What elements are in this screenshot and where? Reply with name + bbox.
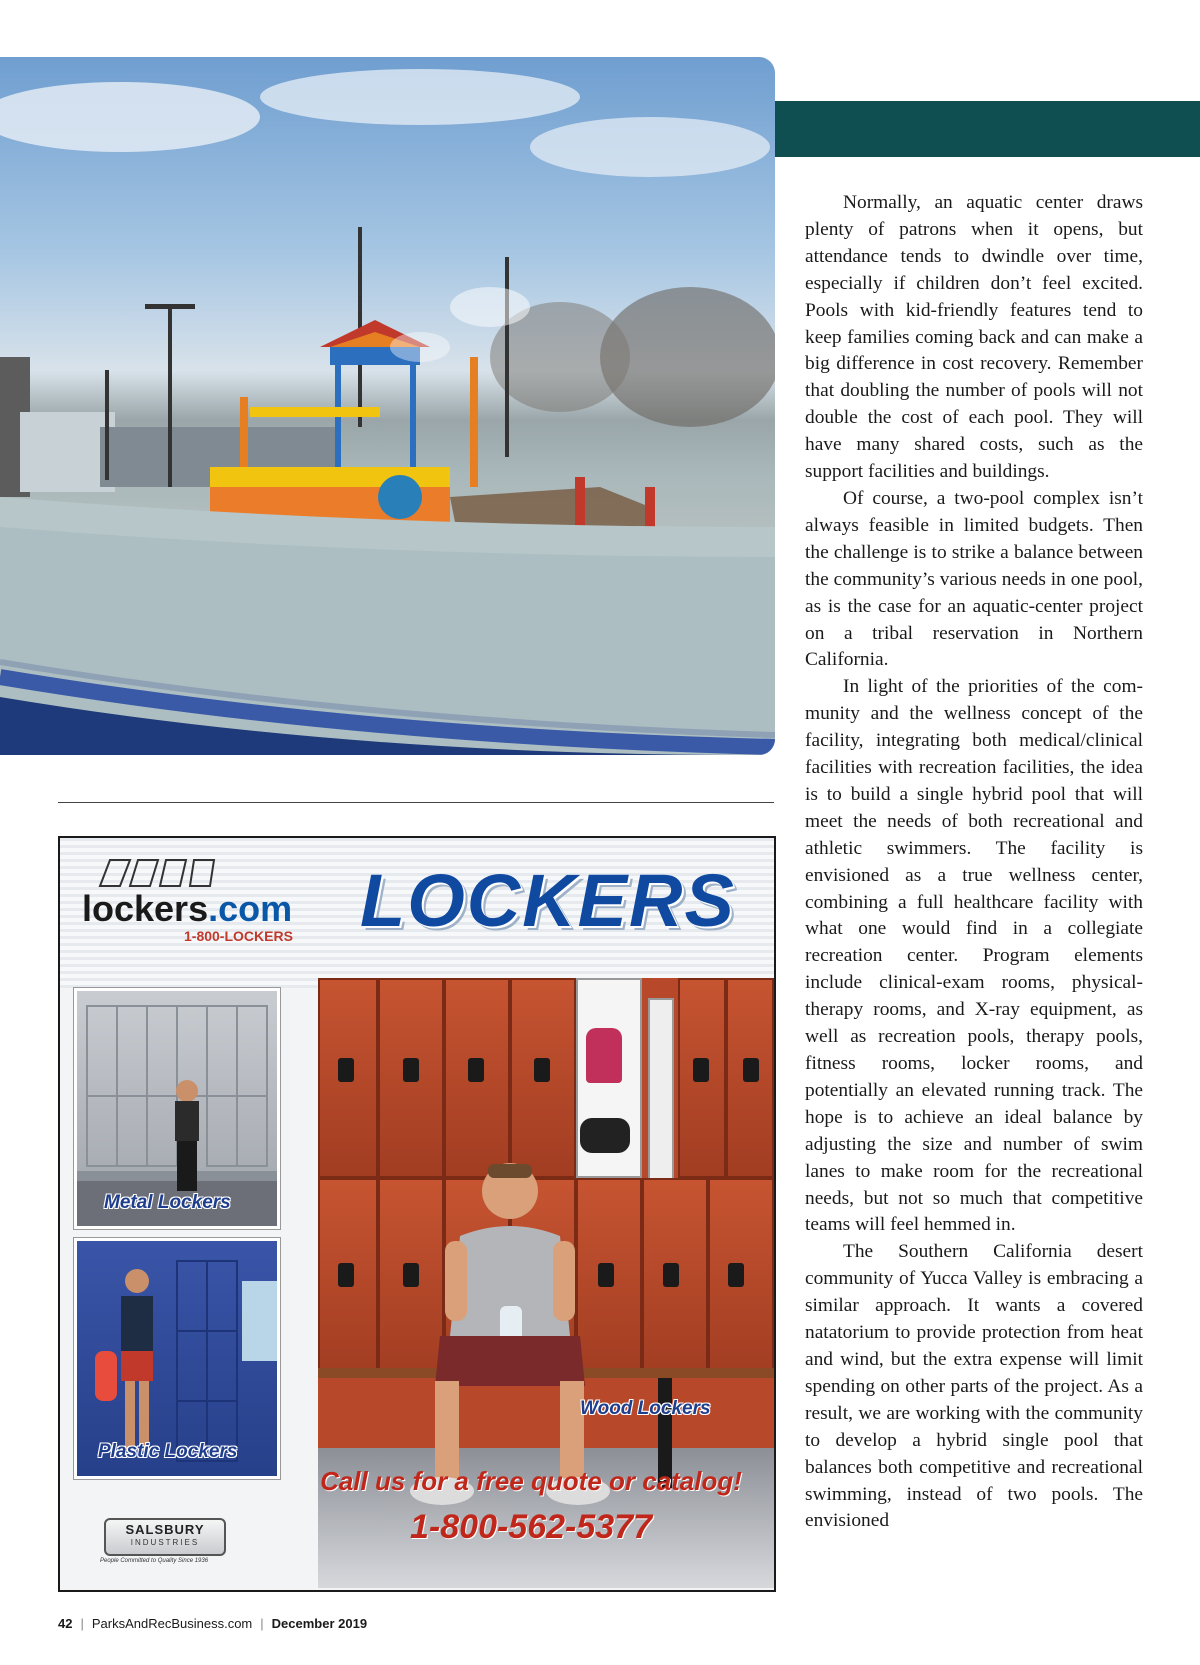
- section-header-bar: [775, 101, 1200, 157]
- lock-icon: [663, 1263, 679, 1287]
- footer-date: December 2019: [271, 1616, 368, 1631]
- seated-man-figure: [400, 1156, 620, 1516]
- gym-bag-icon: [586, 1028, 622, 1083]
- article-paragraph: The Southern California desert community of Yucca Valley is embracing a similar approach. It wants a covered natatorium to provide protection from heat and wind, but the extra expense will limit spending on other parts of the project. As a result, we are working with the community to develop a hybrid single pool that balances both competitive and recreational swimming, instead of two pools. The envisioned: [805, 1241, 1143, 1532]
- lock-icon: [468, 1058, 484, 1082]
- plastic-lockers-label: Plastic Lockers: [98, 1441, 238, 1462]
- lock-icon: [728, 1263, 744, 1287]
- lockers-logo-icon: [90, 858, 220, 888]
- article-paragraph: Of course, a two-pool complex isn’t always feasible in limited budgets. Then the challenge is to strike a balance between the community’s various needs in one pool, as is the case for an aquatic-center project on a tribal reservation in Northern California.: [805, 487, 1143, 671]
- lock-icon: [338, 1263, 354, 1287]
- wood-lockers-label: Wood Lockers: [580, 1398, 711, 1419]
- footer-site: ParksAndRecBusiness.com: [91, 1616, 253, 1631]
- article-paragraph: Normally, an aquatic center draws plenty of patrons when it opens, but attendance tends to dwindle over time, especially if children don’t feel excited. Pools with kid-friendly features tend to keep families coming back and can make a big difference in cost recovery. Remember that doubling the number of pools will not double the cost of each pool. They will have many shared costs, such as the support facilities and buildings.: [805, 192, 1143, 483]
- open-locker-door: [648, 998, 674, 1198]
- page-number: 42: [58, 1616, 73, 1631]
- lockers-logo-phone: 1-800-LOCKERS: [184, 928, 293, 944]
- lock-icon: [338, 1058, 354, 1082]
- lockers-logo: lockers.com: [82, 888, 293, 929]
- ad-title: LOCKERS: [360, 859, 736, 942]
- lock-icon: [403, 1058, 419, 1082]
- duffel-bag-icon: [580, 1118, 630, 1153]
- salsbury-logo: [104, 1518, 226, 1556]
- metal-lockers-label: Metal Lockers: [104, 1192, 231, 1213]
- article-paragraph: In light of the priorities of the community and the wellness concept of the facility, integrating both medical/clinical facilities with recreation facilities, the idea is to build a single hybrid pool that will meet the needs of both recreational and athletic swimmers. The facility is envisioned as a true wellness center, combining a full healthcare facility with what one would find in a collegiate recreation center. Program elements include clinical-exam rooms, physical-therapy rooms, and X-ray equipment, as well as recreation pools, therapy pools, fitness rooms, locker rooms, and potentially an elevated running track. The hope is to achieve an ideal balance by adjusting the size and number of swim lanes to make room for the recreational needs, but not so much that competitive teams will feel hemmed in.: [805, 676, 1143, 1236]
- ad-call-to-action: Call us for a free quote or catalog!: [320, 1466, 742, 1496]
- ad-phone-number: 1-800-562-5377: [410, 1508, 652, 1546]
- divider-rule: [58, 802, 774, 803]
- salsbury-brand: SALSBURY: [125, 1522, 205, 1537]
- salsbury-brand-sub: INDUSTRIES: [130, 1538, 200, 1547]
- lock-icon: [693, 1058, 709, 1082]
- salsbury-tagline: People Committed to Quality Since 1936: [100, 1558, 209, 1564]
- article-body: [805, 190, 1143, 1535]
- page-footer: 42 | ParksAndRecBusiness.com | December 2019: [58, 1616, 368, 1631]
- lockers-advertisement: [58, 836, 776, 1592]
- lock-icon: [534, 1058, 550, 1082]
- splash-pad-photo: [0, 57, 775, 755]
- lock-icon: [743, 1058, 759, 1082]
